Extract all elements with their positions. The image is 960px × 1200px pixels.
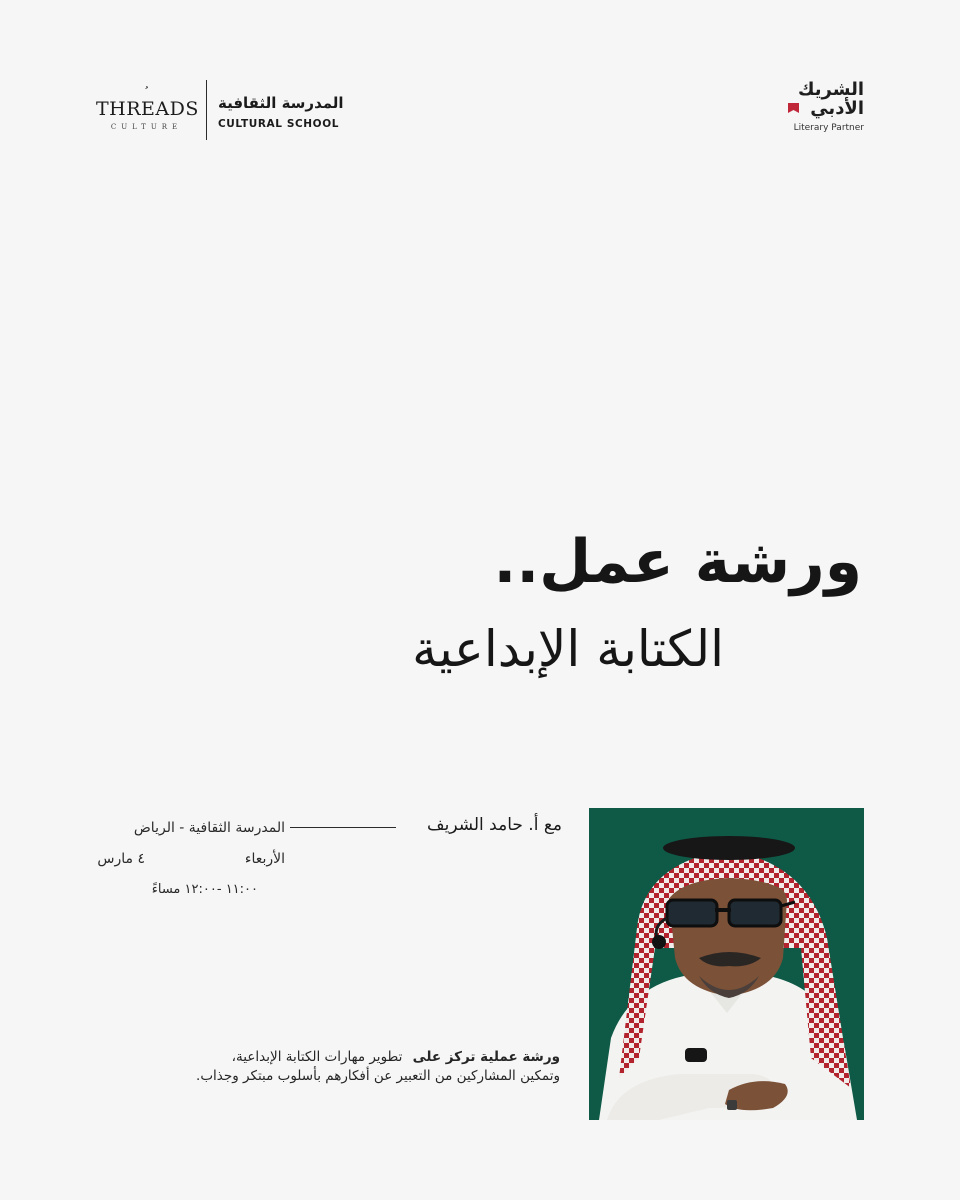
instructor-portrait-illustration xyxy=(589,808,864,1120)
event-venue: المدرسة الثقافية - الرياض xyxy=(133,820,285,836)
threads-culture-logo xyxy=(96,88,199,131)
cultural-school-name-ar: المدرسة الثقافية xyxy=(218,94,344,112)
literary-partner-logo xyxy=(784,80,864,133)
event-date: ٤ مارس xyxy=(97,851,145,867)
description-lead: ورشة عملية تركز على xyxy=(412,1049,560,1065)
event-time: ١١:٠٠ -١٢:٠٠ مساءً xyxy=(151,882,258,897)
event-day: الأربعاء xyxy=(244,851,285,867)
workshop-title: ورشة عمل.. xyxy=(493,527,862,597)
book-icon xyxy=(788,103,799,113)
cultural-school-name-en: CULTURAL SCHOOL xyxy=(218,118,340,130)
cultural-school-logo xyxy=(218,94,344,130)
threads-logo-name: THREADS xyxy=(96,98,199,120)
description-body: تطوير مهارات الكتابة الإبداعية، وتمكين المشاركين من التعبير عن أفكارهم بأسلوب مبتكر وجذاب. xyxy=(196,1049,560,1084)
instructor-divider-line xyxy=(290,827,396,828)
partner-name-en: Literary Partner xyxy=(793,123,864,133)
instructor-name: مع أ. حامد الشريف xyxy=(427,815,562,835)
header-divider xyxy=(206,80,207,140)
threads-logo-sub: CULTURE xyxy=(110,123,183,131)
partner-name-ar-line2: الأدبي xyxy=(810,98,864,119)
threads-mark-icon xyxy=(96,88,192,98)
instructor-photo xyxy=(589,808,864,1120)
partner-name-ar-line2-wrap xyxy=(784,99,864,118)
partner-name-ar-line1: الشريك xyxy=(798,79,864,100)
workshop-description xyxy=(190,1048,560,1086)
workshop-subtitle: الكتابة الإبداعية xyxy=(412,620,724,678)
